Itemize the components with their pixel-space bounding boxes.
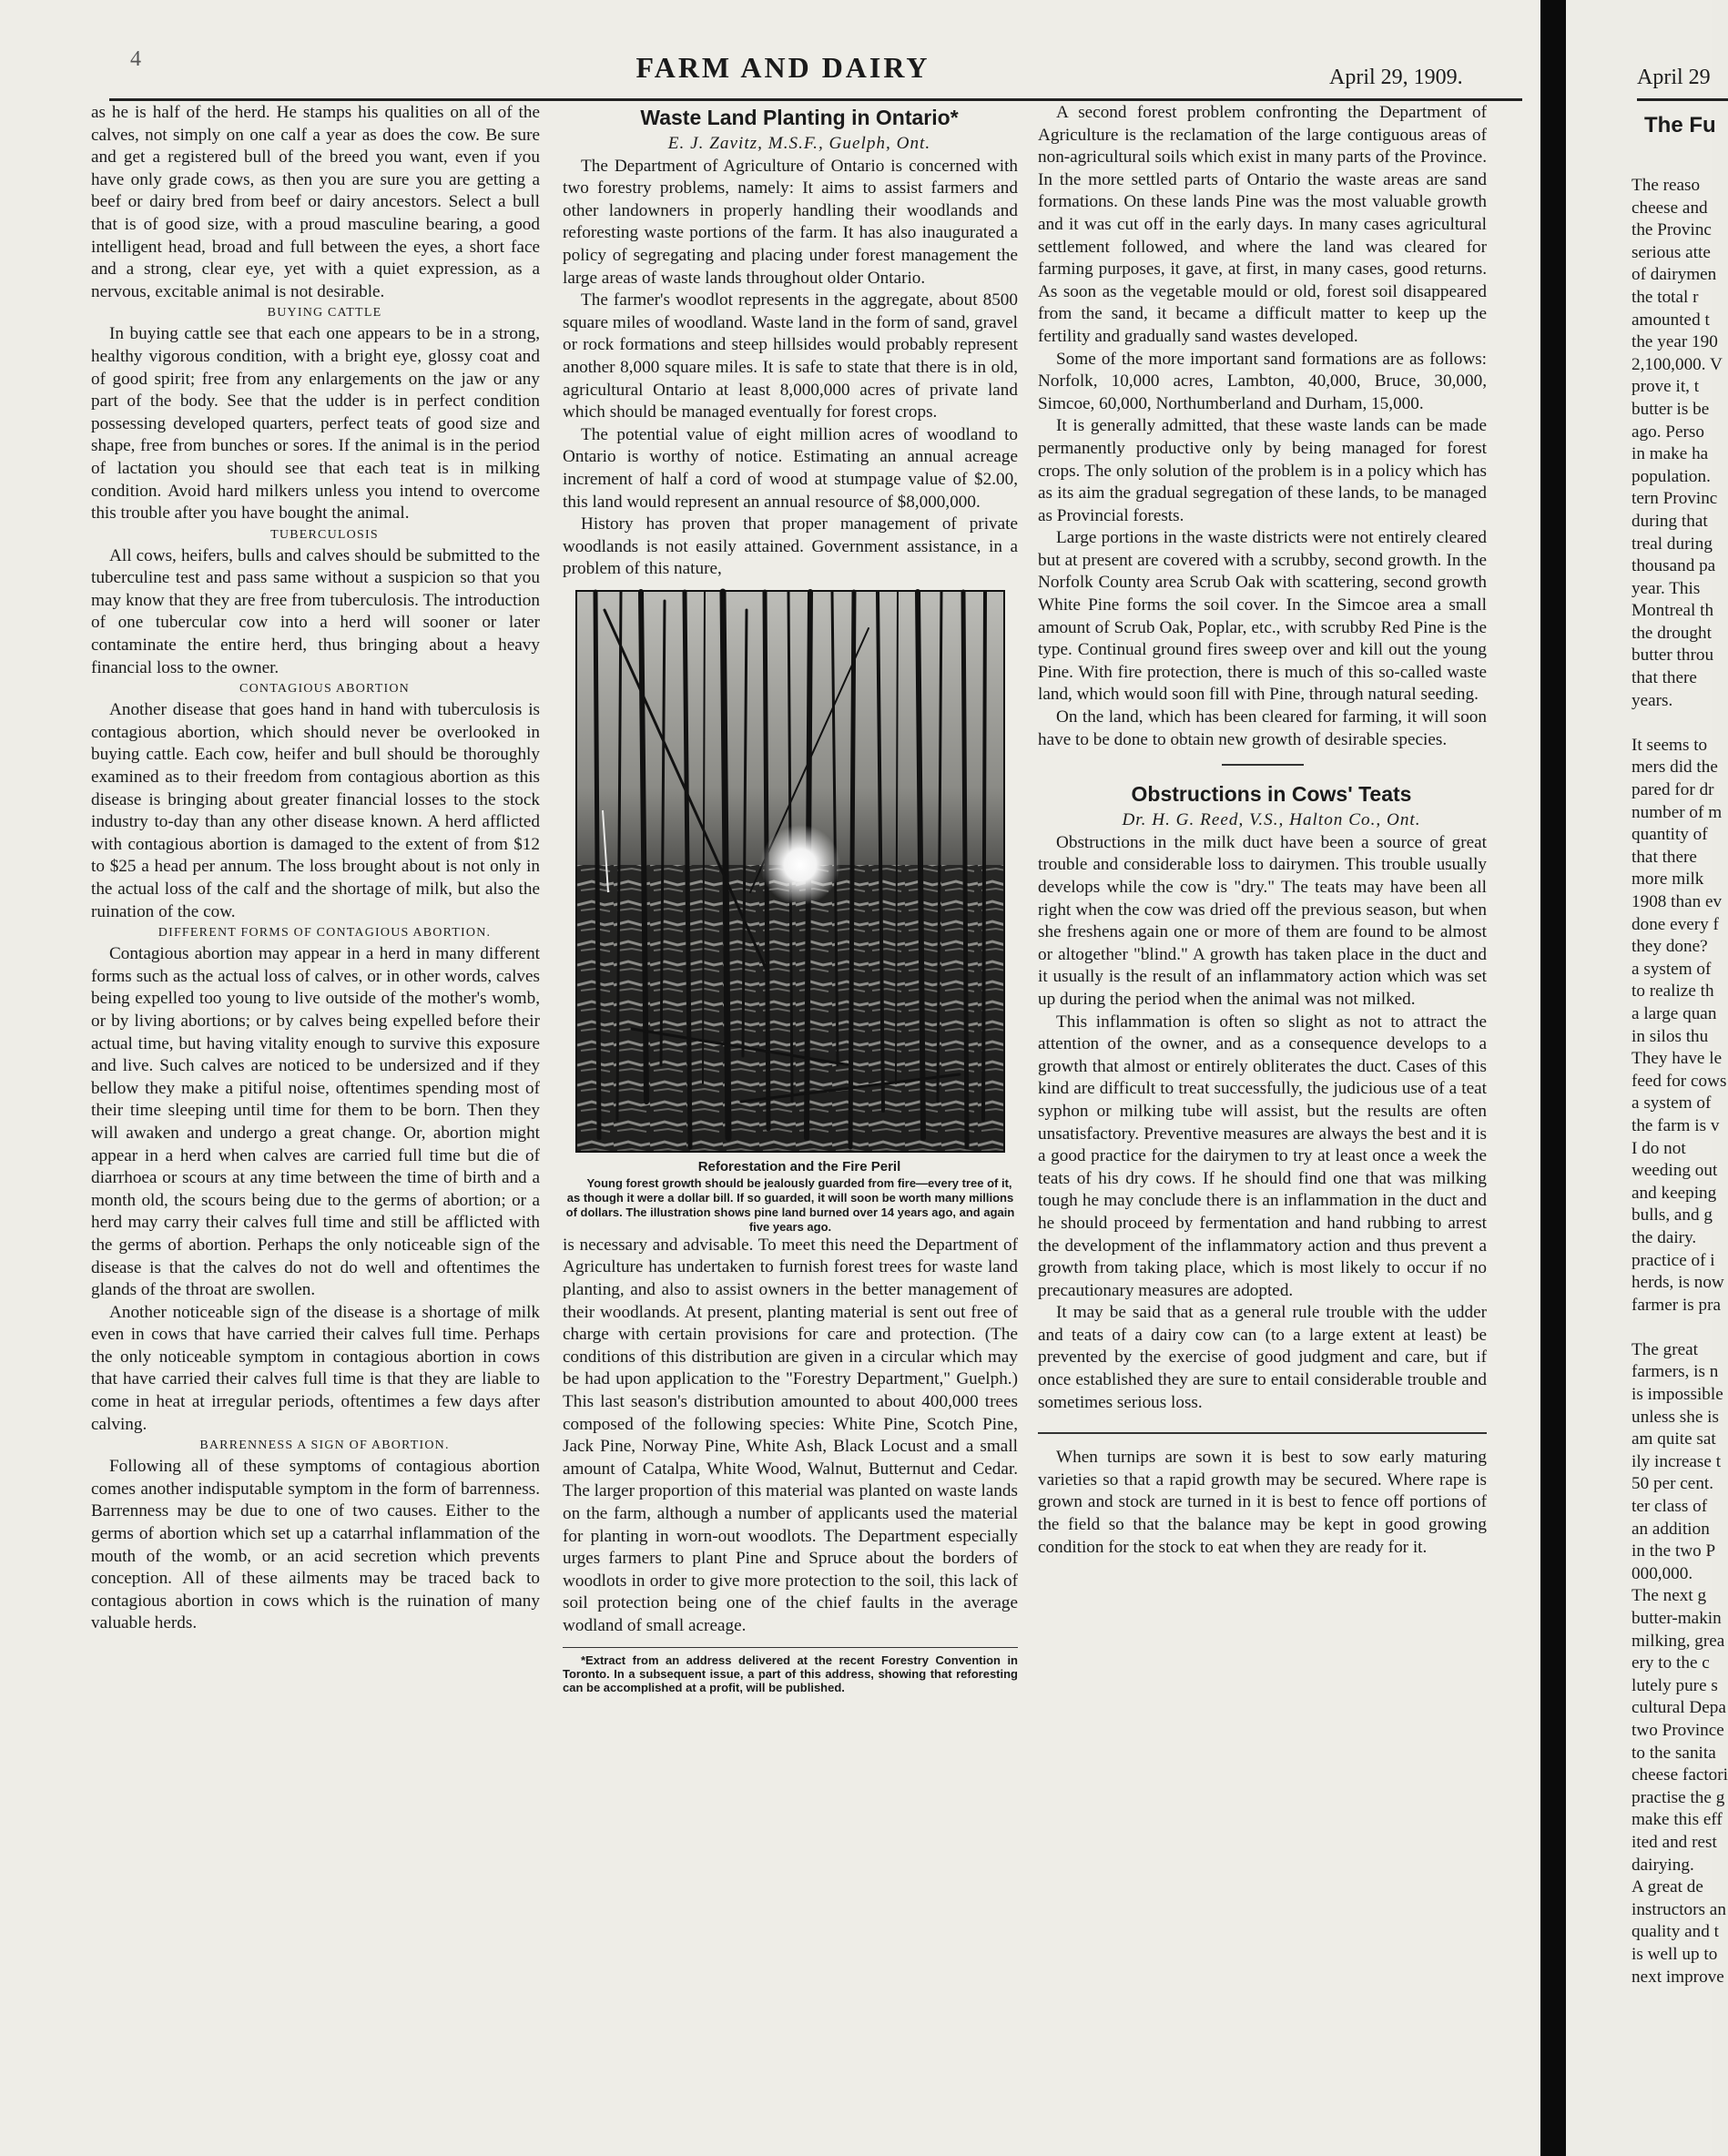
adjacent-line: butter throu <box>1631 646 1714 666</box>
paragraph: as he is half of the herd. He stamps his qualities on all of the calves, not simply on one calf a year as does the cow. Be sure and get a registered bull of the breed you want, even if you have only grade cows, as then you are sure you are getting a beef or dairy bred from beef or dairy ancestors. Select a bull that is of good size, with a proud masculine bearing, a good intelligent head, broad and full between the eyes, a short face and a strong, clear eye, yet with a quiet expression, as a nervous, excitable animal is not desirable. <box>91 103 540 301</box>
adjacent-line: more milk <box>1631 870 1704 890</box>
subheading-different-forms: DIFFERENT FORMS OF CONTAGIOUS ABORTION. <box>158 926 492 941</box>
adjacent-line: farmer is pra <box>1631 1295 1722 1315</box>
adjacent-line: The reaso <box>1631 176 1701 195</box>
adjacent-line: the drought <box>1631 623 1712 643</box>
adjacent-line: instructors an <box>1631 1899 1726 1919</box>
adjacent-line: is well up to <box>1631 1944 1718 1964</box>
paragraph: Obstructions in the milk duct have been a source of great trouble and considerable loss to dairymen. This trouble usually develops while the cow is "dry." The teats may have been all right when the cow was dried off the previous season, but when she freshens again one or more of them are found to be almost or altogether "blind." A growth has taken place in the duct and it usually is the result of an inflammatory action which was set up during the period when the animal was not milked. <box>1038 832 1487 1009</box>
adjacent-line: unless she is <box>1631 1407 1719 1427</box>
paragraph: In buying cattle see that each one appears to be in a strong, healthy vigorous condition, with a bright eye, glossy coat and of good spirit; free from any enlargements on the jaw or any part of the body. See that the udder is in perfect condition possessing developed quarters, perfect teats of good size and shape, free from bunches or sores. If the animal is in the period of lactation you should see that each teat is in milking condition. Avoid hard milkers unless you intend to overcome this trouble after you have bought the animal. <box>91 324 540 524</box>
adjacent-line: pared for dr <box>1631 780 1714 800</box>
adjacent-line: herds, is now <box>1631 1273 1724 1293</box>
adjacent-line: and keeping <box>1631 1183 1717 1203</box>
photo-caption: Young forest growth should be jealously guarded from fire—every tree of it, as though it were a dollar bill. If so guarded, it will soon be worth many millions of dollars. The illustration shows pine land burned over 14 years ago, and again five years ago. <box>565 1175 1015 1234</box>
page-gutter <box>1540 0 1566 2156</box>
adjacent-line: dairying. <box>1631 1855 1694 1875</box>
adjacent-line: butter-makin <box>1631 1609 1722 1628</box>
adjacent-line: lutely pure s <box>1631 1675 1718 1695</box>
adjacent-line: tern Provinc <box>1631 489 1718 509</box>
issue-date: April 29, 1909. <box>1329 66 1463 89</box>
paragraph: Large portions in the waste districts were not entirely cleared but at present are covered with a scrubby, second growth. In the Norfolk County area Scrub Oak with scattering, second growth White Pine forms the soil cover. In the Simcoe area a small amount of Scrub Oak, Poplar, etc., with scrubby Red Pine is the type. Continual ground fires sweep over and kill out the young Pine. With fire protection, there is much of this so-called waste land, which would soon fill with Pine, through natural seeding. <box>1038 528 1487 705</box>
adjacent-line: done every f <box>1631 914 1719 934</box>
section-rule <box>1038 1432 1487 1434</box>
subheading-buying-cattle: BUYING CATTLE <box>267 306 382 320</box>
adjacent-line: amounted t <box>1631 310 1710 330</box>
adjacent-line: cultural Depa <box>1631 1698 1726 1718</box>
burned-forest-image <box>577 592 1003 1151</box>
photo-title: Reforestation and the Fire Peril <box>697 1158 901 1175</box>
paragraph: Following all of these symptoms of contagious abortion comes another indisputable symptom in the form of barrenness. Barrenness may be due to one of two causes. Either to the germs of abortion which set up a catarrhal inflammation of the mouth of the womb, or an acid secretion which prevents conception. All of these ailments may be traced back to contagious abortion in cows which is the ruination of many valuable herds. <box>91 1457 540 1633</box>
adjacent-line: practice of i <box>1631 1250 1715 1270</box>
adjacent-line: serious atte <box>1631 242 1711 262</box>
adjacent-line: am quite sat <box>1631 1429 1716 1449</box>
paragraph: The potential value of eight million acres of woodland to Ontario is worthy of notice. Estimating an annual acreage increment of half a cord of wood at stumpage value of $2.00, this land would represent an annual resource of $8,000,000. <box>563 424 1018 512</box>
paragraph: It is generally admitted, that these waste lands can be made permanently productive only by being managed for forest crops. The only solution of the problem is in a policy which has as its aim the gradual segregation of these lands, to be managed as Provincial forests. <box>1038 416 1487 525</box>
paragraph: The Department of Agriculture of Ontario is concerned with two forestry problems, namely: It aims to assist farmers and other landowners in properly handling their woodlands and reforesting waste portions of the farm. It has also inaugurated a policy of segregating and placing under forest management the large areas of waste lands throughout older Ontario. <box>563 156 1018 288</box>
adjacent-line: ter class of <box>1631 1497 1708 1517</box>
adjacent-line: cheese and <box>1631 198 1708 218</box>
paragraph: When turnips are sown it is best to sow early maturing varieties so that a rapid growth may be secured. Where rape is grown and stock are turned in it is best to fence off portions of the field so that the balance may be kept in good growing condition for the stock to eat when they are ready for it. <box>1038 1448 1487 1557</box>
article-byline: E. J. Zavitz, M.S.F., Guelph, Ont. <box>667 134 931 153</box>
adjacent-line: that there <box>1631 668 1697 688</box>
forest-photo <box>575 590 1005 1153</box>
adjacent-line: an addition <box>1631 1519 1710 1539</box>
adjacent-page <box>1566 0 1728 2156</box>
adjacent-line: prove it, t <box>1631 377 1700 397</box>
paragraph: Some of the more important sand formations are as follows: Norfolk, 10,000 acres, Lambton, 40,000, Bruce, 30,000, Simcoe, 60,000, Northumberland and Durham, 15,000. <box>1038 349 1487 413</box>
adjacent-line: the dairy. <box>1631 1227 1697 1247</box>
paragraph: A second forest problem confronting the Department of Agriculture is the reclamation of the large contiguous areas of non-agricultural soils which exist in many parts of the Province. In the more settled parts of Ontario the waste areas are sand formations. On these lands Pine was the most valuable growth and it was cut off in the early days. In many cases agricultural settlement followed, and where the land was cleared for farming purposes, it gave, at first, in many cases, good returns. As soon as the vegetable mould or old, forest soil disappeared from the sand, it became a difficult matter to keep up the fertility and gradually sand wastes developed. <box>1038 103 1487 346</box>
paragraph: Another disease that goes hand in hand with tuberculosis is contagious abortion, which should never be overlooked in buying cattle. Each cow, heifer and bull should be thoroughly examined as to their freedom from contagious abortion as this disease is bringing about greater financial losses to the stock industry to-day than any other disease known. A herd afflicted with contagious abortion is damaged to the extent of from $12 to $25 a head per annum. The loss brought about is not only in the actual loss of the calf and the shortage of milk, but also the ruination of the cow. <box>91 700 540 921</box>
adjacent-line: they done? <box>1631 937 1708 957</box>
adjacent-line: farmers, is n <box>1631 1362 1719 1382</box>
page-number: 4 <box>130 47 141 71</box>
paragraph: Another noticeable sign of the disease is a shortage of milk even in cows that have carried their calves full time. Perhaps the only noticeable symptom in contagious abortion in cows that have carried their calves full time is that they are liable to come in heat at irregular periods, oftentimes a few days after calving. <box>91 1302 540 1434</box>
adjacent-line: a system of <box>1631 959 1712 979</box>
adjacent-line: treal during <box>1631 534 1713 554</box>
adjacent-line: 50 per cent. <box>1631 1474 1714 1494</box>
adjacent-line: to the sanita <box>1631 1743 1716 1763</box>
adjacent-line: is impossible <box>1631 1385 1723 1405</box>
adjacent-line: The great <box>1631 1339 1698 1359</box>
adjacent-line: The next g <box>1631 1586 1707 1606</box>
adjacent-header-rule <box>1637 98 1728 101</box>
paragraph: All cows, heifers, bulls and calves should be submitted to the tuberculine test and pass same without a suspicion so that you may know that they are free from tuberculosis. The introduction of one tubercular cow into a herd will sooner or later contaminate the entire herd, thus bringing about a heavy financial loss to the owner. <box>91 545 540 677</box>
paragraph: Contagious abortion may appear in a herd in many different forms such as the actual loss of calves, or in other words, calves being expelled too young to live outside of the mother's womb, or by living abortions; or by calves being expelled before their actual time, but having vitality enough to survive this exposure and live. Such calves are noticed to be undersized and if they bellow they make a pitiful noise, oftentimes spending most of their time sleeping until time for them to be born. Then they will awaken and undergo a great change. Or, abortion might appear in a herd when calves are carried full time but die of diarrhoea or scours at any time between the time of birth and a month old, the scours being due to the germs of abortion; or a herd may carry their calves full time and still be afflicted with the germs of abortion. Perhaps the only noticeable sign of the disease is that the calves do not do well and oftentimes the glands of the throat are swollen. <box>91 944 540 1300</box>
column-2 <box>563 102 1018 1694</box>
adjacent-line: mers did the <box>1631 758 1718 778</box>
paragraph: On the land, which has been cleared for farming, it will soon have to be done to obtain new growth of desirable species. <box>1038 707 1487 749</box>
adjacent-line: ago. Perso <box>1631 422 1704 442</box>
adjacent-line: in silos thu <box>1631 1026 1709 1046</box>
adjacent-line: number of m <box>1631 802 1723 822</box>
article-title-2: Obstructions in Cows' Teats <box>1131 782 1412 807</box>
adjacent-line: in the two P <box>1631 1541 1716 1561</box>
paragraph: The farmer's woodlot represents in the aggregate, about 8500 square miles of woodland. Waste land in the form of sand, gravel or rock formations and steep hillsides would probably represent another 8,000 square miles. It is safe to state that there is in old, agricultural Ontario at least 8,000,000 acres of private land which should be managed eventually for forest crops. <box>563 290 1018 422</box>
adjacent-line: next improve <box>1631 1967 1724 1987</box>
adjacent-page-date: April 29 <box>1637 66 1711 89</box>
adjacent-line: quality and t <box>1631 1922 1719 1942</box>
adjacent-line: that there <box>1631 847 1697 867</box>
adjacent-line: two Province <box>1631 1720 1724 1740</box>
adjacent-line: 1908 than ev <box>1631 892 1723 911</box>
adjacent-line: years. <box>1631 690 1673 710</box>
article-byline-2: Dr. H. G. Reed, V.S., Halton Co., Ont. <box>1122 810 1421 830</box>
adjacent-line: ily increase t <box>1631 1451 1722 1471</box>
masthead: FARM AND DAIRY <box>635 51 930 84</box>
adjacent-line: the farm is v <box>1631 1115 1720 1135</box>
adjacent-page-text <box>1631 175 1728 1988</box>
adjacent-line: They have le <box>1631 1049 1723 1069</box>
footnote-rule <box>563 1647 1018 1648</box>
section-divider <box>1222 764 1304 766</box>
adjacent-line <box>1631 1317 1728 1339</box>
adjacent-line: 000,000. <box>1631 1563 1693 1583</box>
paragraph: is necessary and advisable. To meet this need the Department of Agriculture has undertaken to furnish forest trees for waste land planting, and also to assist owners in the better management of their woodlands. At present, planting material is sent out free of charge with certain provisions for care and protection. (The conditions of this distribution are given in a circular which may be had upon application to the "Forestry Department," Guelph.) This last season's distribution amounted to about 400,000 trees composed of the following species: White Pine, Scotch Pine, Jack Pine, Norway Pine, White Ash, Black Locust and a small amount of Catalpa, White Wood, Walnut, Butternut and Cedar. The larger proportion of this material was planted on waste lands on the farm, although a number of applicants used the material for planting in worn-out woodlots. The Department especially urges farmers to plant Pine and Spruce about the borders of woodlots in order to give more protection to the soil, this lack of soil protection being one of the chief faults in the average wodland of small acreage. <box>563 1235 1018 1635</box>
adjacent-line: 2,100,000. V <box>1631 354 1723 374</box>
adjacent-line: the Provinc <box>1631 220 1712 240</box>
adjacent-line: the year 190 <box>1631 332 1718 352</box>
adjacent-line: Montreal th <box>1631 601 1714 621</box>
adjacent-line: cheese factori <box>1631 1765 1728 1785</box>
adjacent-line: year. This <box>1631 578 1701 598</box>
adjacent-line: milking, grea <box>1631 1631 1725 1651</box>
column-3 <box>1038 102 1487 1559</box>
adjacent-line: practise the g <box>1631 1787 1725 1807</box>
adjacent-line: a system of <box>1631 1093 1712 1114</box>
adjacent-line: of dairymen <box>1631 265 1717 285</box>
article-title: Waste Land Planting in Ontario* <box>640 106 959 129</box>
subheading-tuberculosis: TUBERCULOSIS <box>270 527 379 542</box>
adjacent-line: bulls, and g <box>1631 1205 1713 1225</box>
adjacent-page-title: The Fu <box>1644 113 1716 137</box>
adjacent-line: A great de <box>1631 1877 1703 1897</box>
adjacent-line: butter is be <box>1631 399 1710 419</box>
adjacent-line: the total r <box>1631 287 1699 307</box>
adjacent-line: I do not <box>1631 1138 1686 1158</box>
adjacent-line: feed for cows <box>1631 1071 1727 1091</box>
adjacent-line <box>1631 712 1728 735</box>
column-1 <box>91 102 540 1635</box>
adjacent-line: during that <box>1631 511 1708 531</box>
adjacent-line: make this eff <box>1631 1810 1723 1830</box>
header-rule <box>109 98 1522 101</box>
adjacent-line: population. <box>1631 466 1711 486</box>
adjacent-line: weeding out <box>1631 1161 1718 1181</box>
paragraph: History has proven that proper management of private woodlands is not easily attained. Government assistance, in a problem of this nature, <box>563 514 1018 579</box>
adjacent-line: ited and rest <box>1631 1832 1717 1852</box>
subheading-barrenness: BARRENNESS A SIGN OF ABORTION. <box>199 1439 450 1453</box>
adjacent-line: to realize th <box>1631 981 1714 1002</box>
footnote: *Extract from an address delivered at the recent Forestry Convention in Toronto. In a subsequent issue, a part of this address, showing that reforesting can be accomplished at a profit, will be published. <box>563 1653 1018 1694</box>
paragraph: It may be said that as a general rule trouble with the udder and teats of a dairy cow can (to a large extent at least) be prevented by the exercise of good judgment and care, but if once established they are sure to entail considerable trouble and sometimes serious loss. <box>1038 1303 1487 1412</box>
adjacent-line: thousand pa <box>1631 556 1716 576</box>
adjacent-line: a large quan <box>1631 1003 1717 1023</box>
adjacent-line: quantity of <box>1631 825 1708 845</box>
adjacent-line: in make ha <box>1631 444 1709 464</box>
paragraph: This inflammation is often so slight as not to attract the attention of the owner, and as a consequence develops to a growth that almost or entirely obliterates the duct. Cases of this kind are difficult to treat successfully, the judicious use of a teat syphon or milking tube will assist, but the results are often unsatisfactory. Preventive measures are always the best and it is a good practice for the dairymen to try at least once a week the teats of his dry cows. If he should find one that was milking tough he may conclude there is an inflammation in the duct and he should proceed by fermentation and hand rubbing to arrest the development of the inflammatory action and thus prevent a growth from taking place, which is most likely to occur if no precautionary measures are adopted. <box>1038 1012 1487 1300</box>
subheading-contagious-abortion: CONTAGIOUS ABORTION <box>239 682 410 697</box>
adjacent-line: ery to the c <box>1631 1653 1710 1673</box>
adjacent-line: It seems to <box>1631 735 1708 755</box>
